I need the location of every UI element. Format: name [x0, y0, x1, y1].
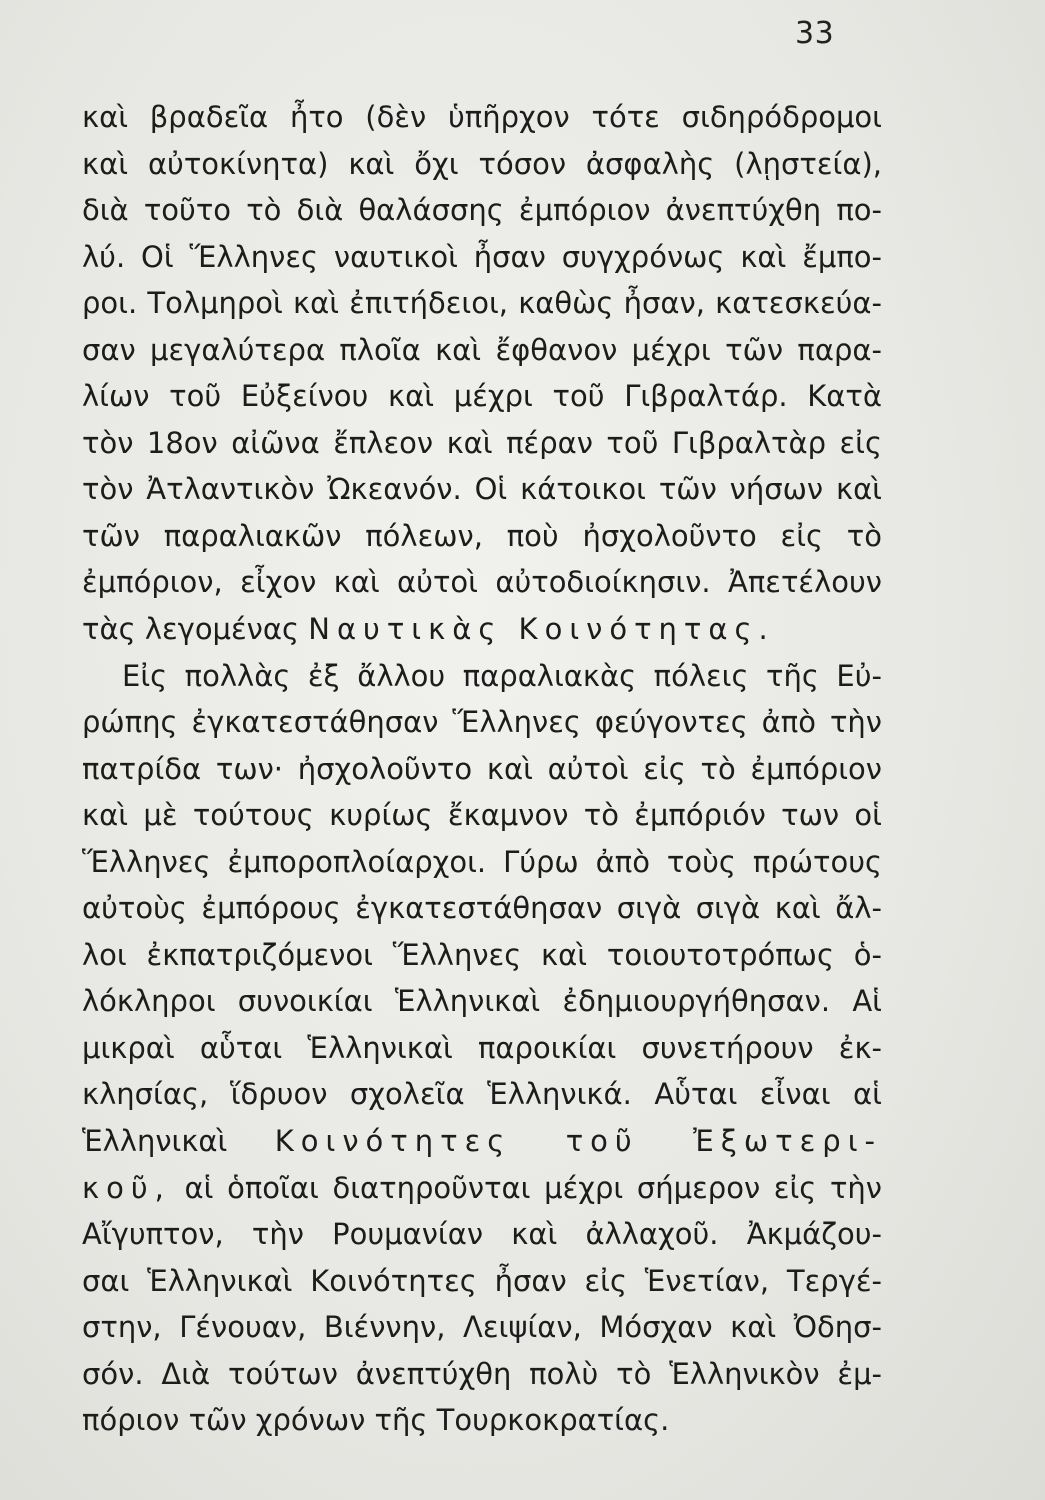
text-line: καὶ αὐτοκίνητα) καὶ ὄχι τόσον ἀσφαλὴς (λῃστεία), [82, 146, 882, 181]
text-line: λίων τοῦ Εὐξείνου καὶ μέχρι τοῦ Γιβραλτάρ. Κατὰ [82, 379, 882, 414]
text-line: Εἰς πολλὰς ἐξ ἄλλου παραλιακὰς πόλεις τῆς Εὐ- [122, 658, 882, 693]
text-line: σαι Ἑλληνικαὶ Κοινότητες ἦσαν εἰς Ἑνετίαν, Τεργέ- [82, 1263, 882, 1298]
text-line: τὸν 18ον αἰῶνα ἔπλεον καὶ πέραν τοῦ Γιβραλτὰρ εἰς [82, 425, 882, 460]
text-line: ρώπης ἐγκατεστάθησαν Ἕλληνες φεύγοντες ἀπὸ τὴν [82, 705, 882, 740]
line-rest: αἱ ὁποῖαι διατηροῦνται μέχρι σήμερον εἰς τὴν [184, 1170, 883, 1205]
text-line: διὰ τοῦτο τὸ διὰ θαλάσσης ἐμπόριον ἀνεπτύχθη πο- [82, 193, 882, 228]
text-line: Αἴγυπτον, τὴν Ρουμανίαν καὶ ἀλλαχοῦ. Ἀκμάζου- [82, 1217, 882, 1252]
text-line: τῶν παραλιακῶν πόλεων, ποὺ ἠσχολοῦντο εἰς τὸ [82, 518, 882, 553]
text-line: κλησίας, ἵδρυον σχολεῖα Ἑλληνικά. Αὗται εἶναι αἱ [82, 1077, 882, 1112]
body-text [82, 94, 882, 1444]
line-prefix: τὰς λεγομένας [82, 612, 300, 647]
text-line: λόκληροι συνοικίαι Ἑλληνικαὶ ἐδημιουργήθησαν. Αἱ [82, 984, 882, 1019]
text-line [82, 1165, 882, 1212]
text-line: λύ. Οἱ Ἕλληνες ναυτικοὶ ἦσαν συγχρόνως καὶ ἔμπο- [82, 239, 882, 274]
text-line: ροι. Τολμηροὶ καὶ ἐπιτήδειοι, καθὼς ἦσαν, κατεσκεύα- [82, 286, 882, 321]
text-line: λοι ἐκπατριζόμενοι Ἕλληνες καὶ τοιουτοτρόπως ὁ- [82, 937, 882, 972]
spaced-term: Ναυτικὰς Κοινότητας. [308, 612, 775, 647]
text-line [82, 1118, 882, 1165]
text-line: σαν μεγαλύτερα πλοῖα καὶ ἔφθανον μέχρι τῶν παρα- [82, 332, 882, 367]
text-line: Ἕλληνες ἐμποροπλοίαρχοι. Γύρω ἀπὸ τοὺς πρώτους [82, 844, 882, 879]
text-line: μικραὶ αὗται Ἑλληνικαὶ παροικίαι συνετήρουν ἐκ- [82, 1030, 882, 1065]
spaced-term: κοῦ, [82, 1170, 171, 1205]
line-prefix: Ἑλληνικαὶ [82, 1124, 228, 1159]
text-line: τὸν Ἀτλαντικὸν Ὠκεανόν. Οἱ κάτοικοι τῶν νήσων καὶ [82, 472, 882, 507]
text-line: αὐτοὺς ἐμπόρους ἐγκατεστάθησαν σιγὰ σιγὰ καὶ ἄλ- [82, 891, 882, 926]
text-line: στην, Γένουαν, Βιέννην, Λειψίαν, Μόσχαν καὶ Ὀδησ- [82, 1310, 882, 1345]
text-line: πατρίδα των· ἠσχολοῦντο καὶ αὐτοὶ εἰς τὸ ἐμπόριον [82, 751, 882, 786]
text-line: καὶ βραδεῖα ἦτο (δὲν ὑπῆρχον τότε σιδηρόδρομοι [82, 100, 882, 134]
spaced-term: Κοινότητες τοῦ Ἐξωτερι- [274, 1124, 882, 1159]
page-number: 33 [795, 16, 835, 51]
text-line: πόριον τῶν χρόνων τῆς Τουρκοκρατίας. [82, 1403, 670, 1438]
text-line [82, 606, 882, 653]
text-line: καὶ μὲ τούτους κυρίως ἔκαμνον τὸ ἐμπόριόν των οἱ [82, 798, 882, 833]
text-line: σόν. Διὰ τούτων ἀνεπτύχθη πολὺ τὸ Ἑλληνικὸν ἐμ- [82, 1356, 882, 1391]
text-line: ἐμπόριον, εἶχον καὶ αὐτοὶ αὐτοδιοίκησιν. Ἀπετέλουν [82, 565, 882, 600]
